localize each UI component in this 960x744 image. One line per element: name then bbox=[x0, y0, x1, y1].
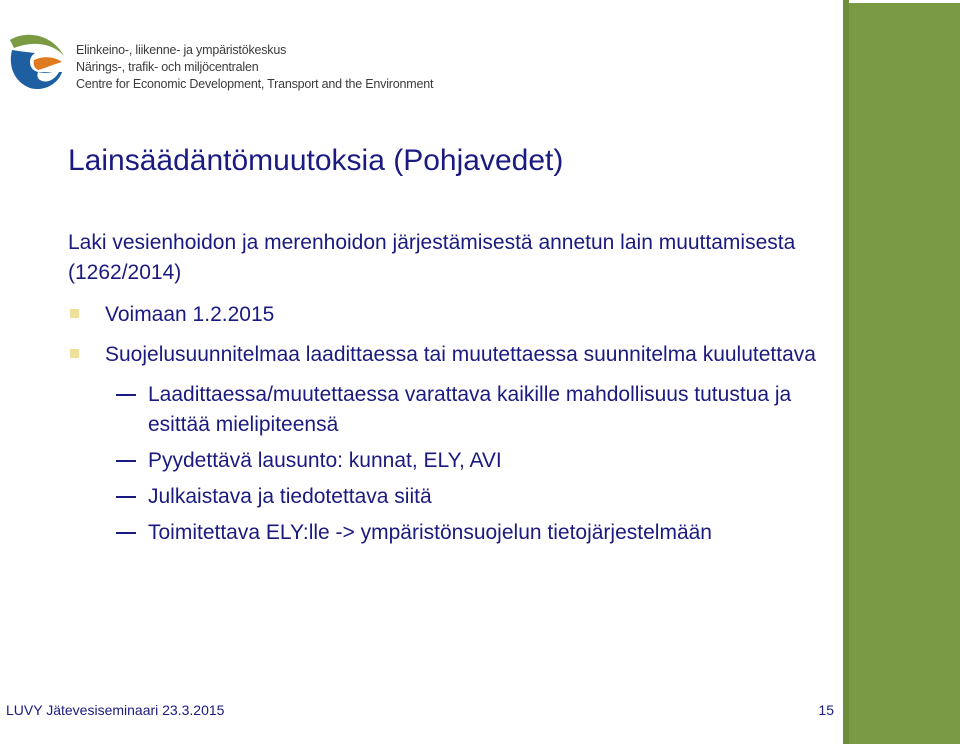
dash-bullet-icon bbox=[116, 496, 136, 498]
bullet-item bbox=[68, 340, 828, 370]
slide-title: Lainsäädäntömuutoksia (Pohjavedet) bbox=[68, 144, 564, 177]
dash-bullet-icon bbox=[116, 460, 136, 462]
square-bullet-icon bbox=[70, 309, 79, 318]
bullet-text: Voimaan 1.2.2015 bbox=[105, 303, 275, 326]
side-decor-bar bbox=[843, 0, 960, 744]
organization-name bbox=[76, 42, 433, 93]
sub-bullet-text: Laadittaessa/muutettaessa varattava kaikille mahdollisuus tutustua ja esittää mielipiteensä bbox=[148, 383, 792, 436]
sub-bullet-text: Pyydettävä lausunto: kunnat, ELY, AVI bbox=[148, 449, 502, 472]
footer-event: LUVY Jätevesiseminaari 23.3.2015 bbox=[6, 702, 225, 718]
dash-bullet-icon bbox=[116, 532, 136, 534]
dash-bullet-icon bbox=[116, 394, 136, 396]
sub-bullet-item bbox=[68, 446, 828, 476]
bullet-item bbox=[68, 300, 828, 330]
bullet-text: Suojelusuunnitelmaa laadittaessa tai muutettaessa suunnitelma kuulutettava bbox=[105, 343, 816, 366]
sub-bullet-item bbox=[68, 482, 828, 512]
org-name-en: Centre for Economic Development, Transport and the Environment bbox=[76, 77, 434, 91]
sub-bullet-item bbox=[68, 518, 828, 548]
org-name-sv: Närings-, trafik- och miljöcentralen bbox=[76, 60, 259, 74]
sub-bullet-text: Julkaistava ja tiedotettava siitä bbox=[148, 485, 432, 508]
bullet-list bbox=[68, 300, 828, 554]
ely-logo-icon bbox=[4, 30, 66, 92]
slide-intro: Laki vesienhoidon ja merenhoidon järjestämisestä annetun lain muuttamisesta (1262/2014) bbox=[68, 231, 796, 284]
page-number: 15 bbox=[818, 702, 834, 718]
sub-bullet-item bbox=[68, 380, 828, 440]
square-bullet-icon bbox=[70, 349, 79, 358]
org-name-fi: Elinkeino-, liikenne- ja ympäristökeskus bbox=[76, 43, 287, 57]
sub-bullet-text: Toimitettava ELY:lle -> ympäristönsuojelun tietojärjestelmään bbox=[148, 521, 712, 544]
